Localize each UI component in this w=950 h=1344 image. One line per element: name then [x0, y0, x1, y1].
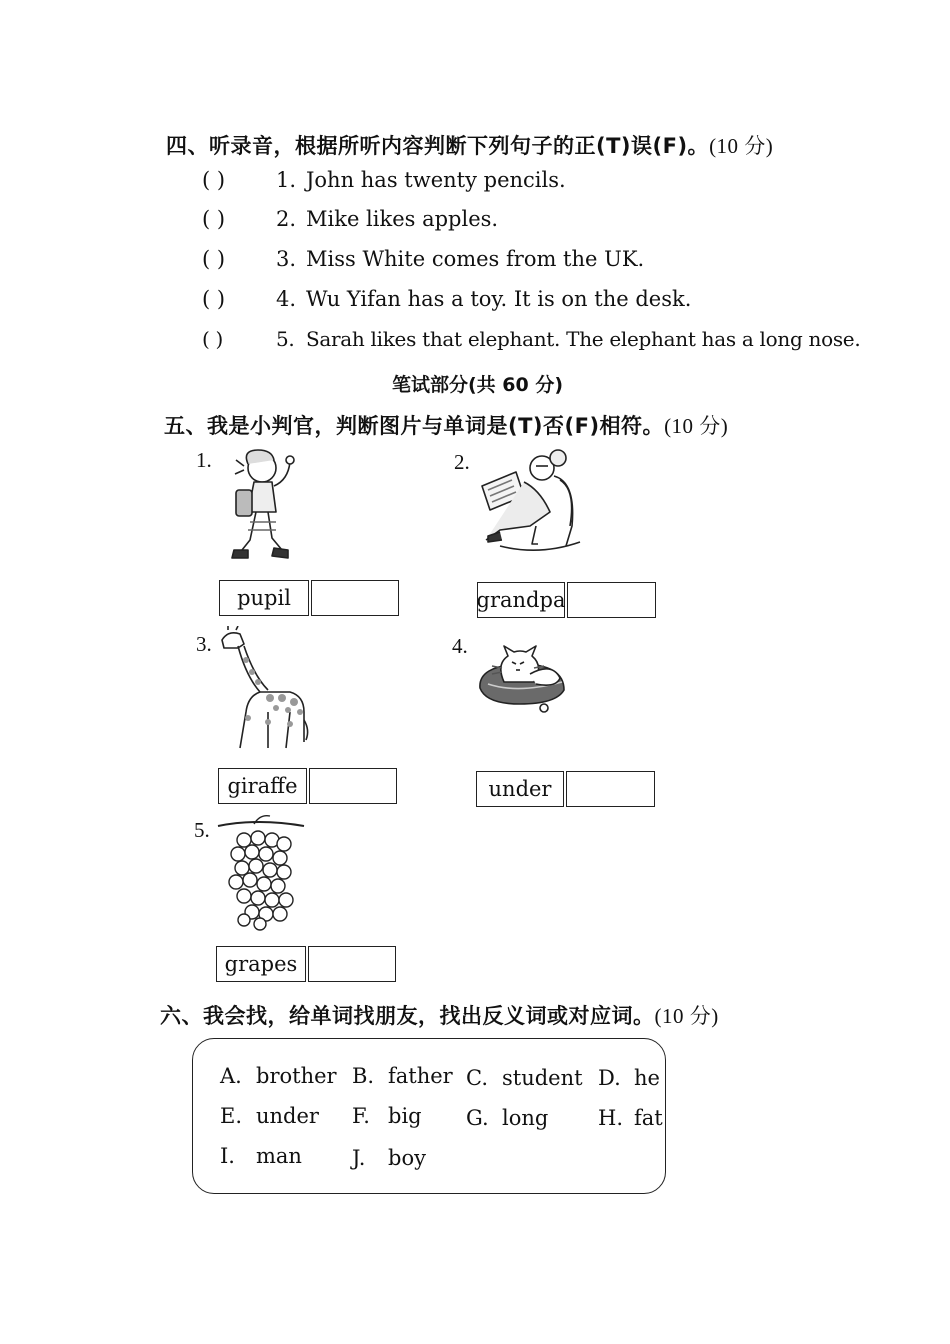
answer-box-4[interactable]	[566, 771, 655, 807]
option-letter: F.	[352, 1104, 370, 1128]
option-c	[466, 1066, 583, 1090]
tf-item-4	[202, 287, 691, 311]
option-i	[220, 1144, 302, 1168]
answer-paren-4[interactable]: ( )	[202, 287, 226, 311]
option-h	[598, 1106, 663, 1130]
section6-heading	[160, 1000, 719, 1030]
picture-number-2: 2.	[454, 450, 470, 474]
option-word: boy	[388, 1146, 426, 1170]
tf-item-2	[202, 207, 498, 231]
item-text: Sarah likes that elephant. The elephant has a long nose.	[306, 327, 861, 351]
cat-in-cap-icon	[474, 628, 574, 714]
section5-heading	[164, 410, 728, 440]
girl-walking-icon	[218, 446, 308, 564]
option-j	[352, 1146, 426, 1170]
giraffe-icon	[214, 626, 314, 754]
picture-number-3: 3.	[196, 632, 212, 656]
option-word: under	[256, 1104, 319, 1128]
answer-box-1[interactable]	[311, 580, 399, 616]
option-g	[466, 1106, 548, 1130]
section5-title: 五、我是小判官，判断图片与单词是(T)否(F)相符。	[164, 414, 665, 438]
item-text: Mike likes apples.	[306, 207, 499, 231]
section4-points: (10 分)	[709, 134, 774, 158]
item-text: Miss White comes from the UK.	[306, 247, 645, 271]
picture-number-1: 1.	[196, 448, 212, 472]
option-word: he	[634, 1066, 660, 1090]
option-letter: I.	[220, 1144, 235, 1168]
word-box-4: under	[476, 771, 564, 807]
item-number: 3.	[276, 247, 297, 271]
option-word: father	[388, 1064, 453, 1088]
section4-heading	[166, 130, 773, 160]
option-letter: E.	[220, 1104, 243, 1128]
answer-paren-1[interactable]: ( )	[202, 168, 226, 192]
answer-box-2[interactable]	[567, 582, 656, 618]
word-box-3: giraffe	[218, 768, 307, 804]
option-letter: H.	[598, 1106, 623, 1130]
item-number: 2.	[276, 207, 297, 231]
option-letter: J.	[352, 1146, 366, 1170]
option-letter: A.	[220, 1064, 242, 1088]
item-number: 4.	[276, 287, 297, 311]
option-e	[220, 1104, 319, 1128]
option-letter: D.	[598, 1066, 621, 1090]
option-word: big	[388, 1104, 422, 1128]
item-number: 5.	[276, 327, 295, 351]
option-b	[352, 1064, 453, 1088]
answer-box-5[interactable]	[308, 946, 396, 982]
tf-item-1	[202, 168, 566, 192]
answer-paren-5[interactable]: ( )	[202, 327, 224, 351]
written-part-title: 笔试部分(共 60 分)	[392, 374, 564, 396]
item-text: John has twenty pencils.	[306, 168, 566, 192]
answer-paren-3[interactable]: ( )	[202, 247, 226, 271]
option-f	[352, 1104, 422, 1128]
option-word: long	[502, 1106, 549, 1130]
picture-number-5: 5.	[194, 818, 210, 842]
word-box-5: grapes	[216, 946, 306, 982]
tf-item-3	[202, 247, 644, 271]
option-letter: C.	[466, 1066, 488, 1090]
answer-paren-2[interactable]: ( )	[202, 207, 226, 231]
picture-number-4: 4.	[452, 634, 468, 658]
word-box-1: pupil	[219, 580, 309, 616]
word-box-2: grandpa	[477, 582, 565, 618]
tf-item-5	[202, 327, 860, 351]
grapes-icon	[214, 814, 310, 932]
item-text: Wu Yifan has a toy. It is on the desk.	[306, 287, 692, 311]
option-letter: G.	[466, 1106, 489, 1130]
section4-title: 四、听录音，根据所听内容判断下列句子的正(T)误(F)。	[166, 134, 710, 158]
section6-title: 六、我会找，给单词找朋友，找出反义词或对应词。	[160, 1004, 655, 1028]
grandma-rocking-chair-icon	[476, 446, 586, 556]
option-a	[220, 1064, 337, 1088]
option-letter: B.	[352, 1064, 375, 1088]
section5-points: (10 分)	[664, 414, 729, 438]
option-word: fat	[634, 1106, 663, 1130]
item-number: 1.	[276, 168, 297, 192]
option-word: man	[256, 1144, 302, 1168]
option-word: student	[502, 1066, 583, 1090]
option-word: brother	[256, 1064, 337, 1088]
answer-box-3[interactable]	[309, 768, 397, 804]
section6-points: (10 分)	[654, 1004, 719, 1028]
option-d	[598, 1066, 660, 1090]
